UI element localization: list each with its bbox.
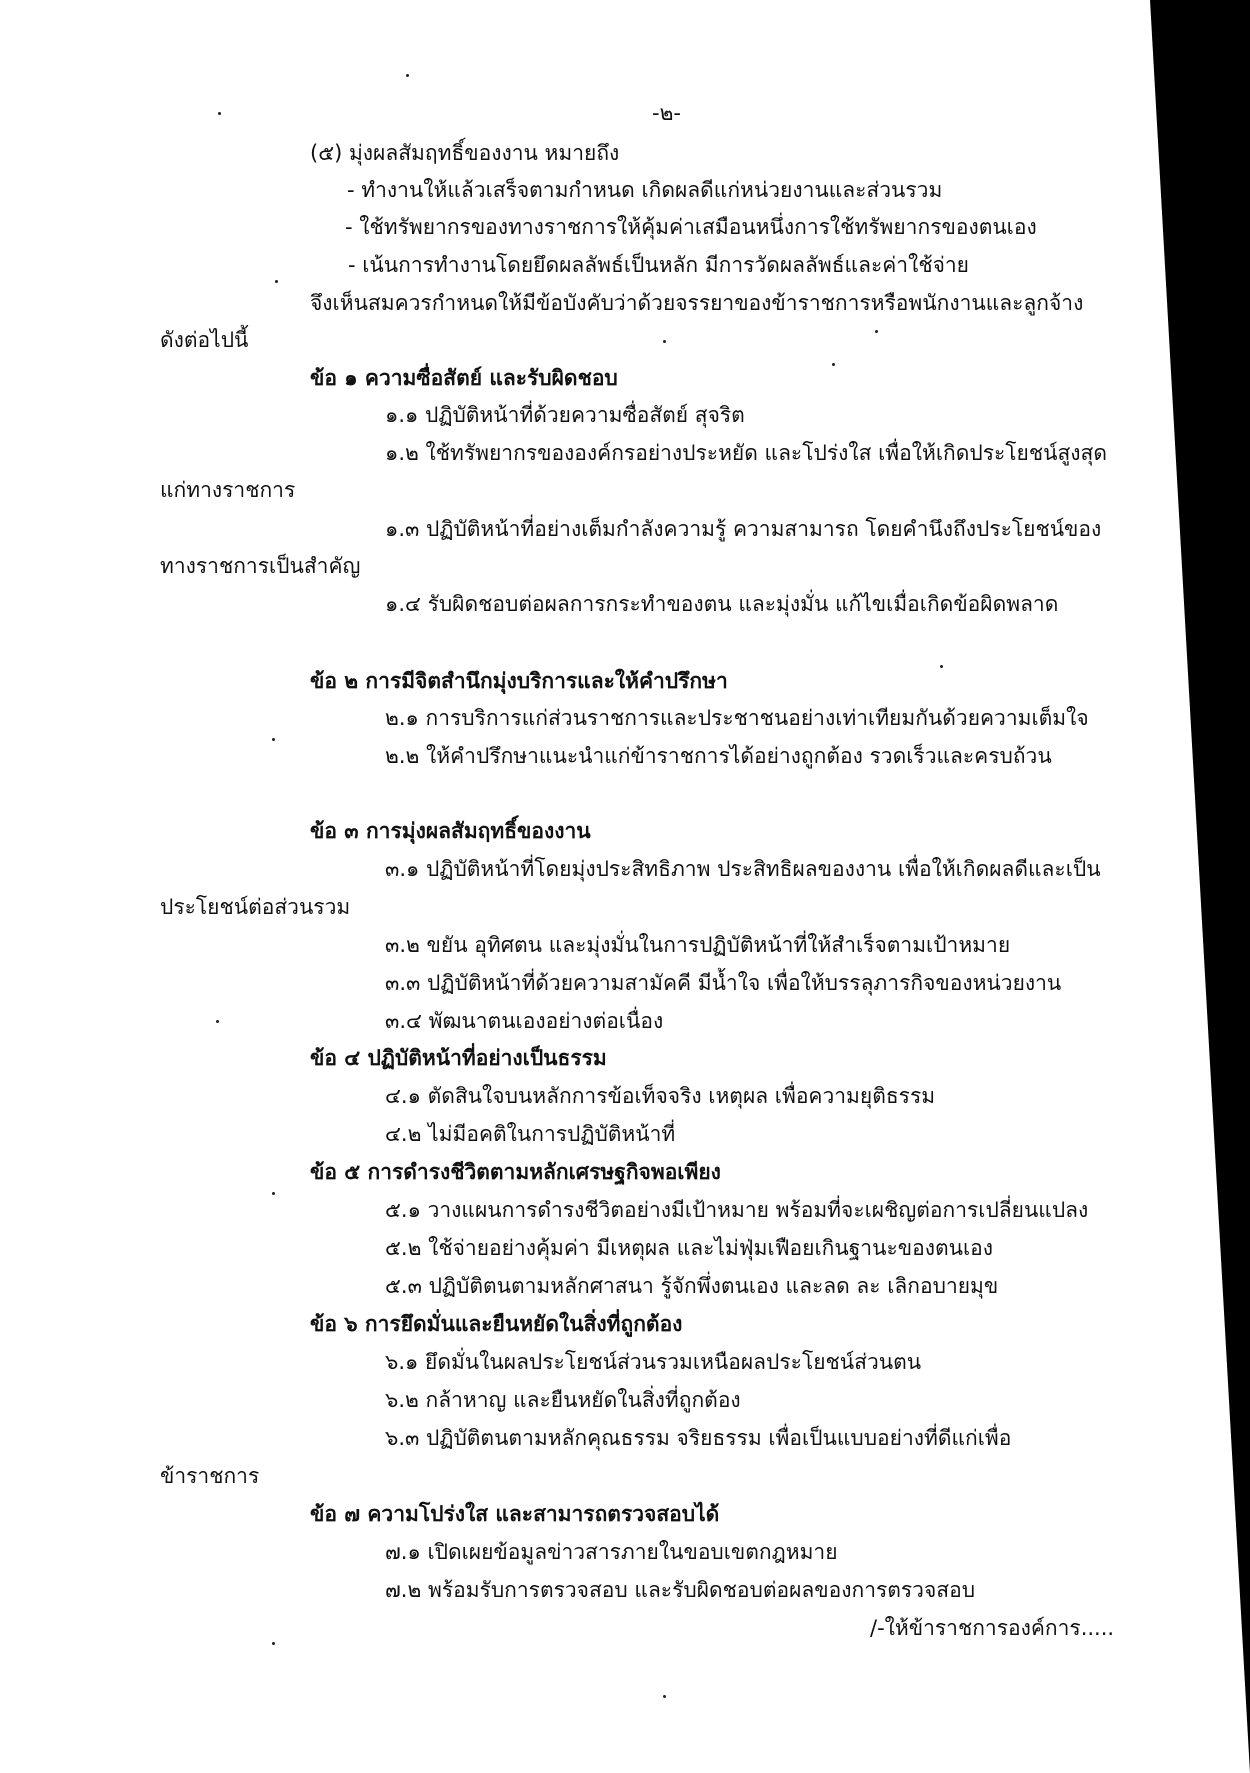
scan-speck (832, 363, 835, 366)
section-1-item-1: ๑.๑ ปฏิบัติหน้าที่ด้วยความซื่อสัตย์ สุจริต (385, 403, 745, 427)
section-2-item-2: ๒.๒ ให้คำปรึกษาแนะนำแก่ข้าราชการได้อย่างถูกต้อง รวดเร็วและครบถ้วน (385, 744, 1052, 768)
section-1-item-2: ๑.๒ ใช้ทรัพยากรขององค์กรอย่างประหยัด และโปร่งใส เพื่อให้เกิดประโยชน์สูงสุด (385, 441, 1107, 465)
scan-speck (406, 74, 409, 77)
scan-speck (875, 330, 878, 333)
section-5-item-1: ๕.๑ วางแผนการดำรงชีวิตอย่างมีเป้าหมาย พร้อมที่จะเผชิญต่อการเปลี่ยนแปลง (385, 1198, 1089, 1222)
scan-speck (272, 1642, 275, 1645)
section-1-item-3-cont: ทางราชการเป็นสำคัญ (160, 554, 361, 578)
scan-speck (663, 1695, 666, 1698)
scan-edge-shadow (1150, 0, 1250, 1773)
section-5-item-3: ๕.๓ ปฏิบัติตนตามหลักศาสนา รู้จักพึ่งตนเอง และลด ละ เลิกอบายมุข (385, 1274, 999, 1298)
scan-speck (940, 665, 943, 668)
intro-conclusion-cont: ดังต่อไปนี้ (160, 328, 249, 352)
intro-heading: (๕) มุ่งผลสัมฤทธิ์ของงาน หมายถึง (310, 141, 620, 165)
section-6-item-1: ๖.๑ ยึดมั่นในผลประโยชน์ส่วนรวมเหนือผลประโยชน์ส่วนตน (385, 1350, 922, 1374)
section-5-item-2: ๕.๒ ใช้จ่ายอย่างคุ้มค่า มีเหตุผล และไม่ฟุ่มเฟือยเกินฐานะของตนเอง (385, 1236, 993, 1260)
section-6-title: ข้อ ๖ การยึดมั่นและยืนหยัดในสิ่งที่ถูกต้อง (310, 1312, 683, 1336)
section-2-item-1: ๒.๑ การบริการแก่ส่วนราชการและประชาชนอย่างเท่าเทียมกันด้วยความเต็มใจ (385, 706, 1089, 730)
section-3-item-1-cont: ประโยชน์ต่อส่วนรวม (160, 895, 351, 919)
scan-speck (663, 340, 666, 343)
scan-speck (218, 112, 221, 115)
section-1-title: ข้อ ๑ ความซื่อสัตย์ และรับผิดชอบ (310, 366, 618, 390)
section-3-item-4: ๓.๔ พัฒนาตนเองอย่างต่อเนื่อง (385, 1009, 664, 1033)
scan-speck (272, 738, 275, 741)
scan-speck (216, 1020, 219, 1023)
intro-conclusion: จึงเห็นสมควรกำหนดให้มีข้อบังคับว่าด้วยจรรยาของข้าราชการหรือพนักงานและลูกจ้าง (310, 291, 1084, 315)
section-4-title: ข้อ ๔ ปฏิบัติหน้าที่อย่างเป็นธรรม (310, 1046, 607, 1070)
section-3-title: ข้อ ๓ การมุ่งผลสัมฤทธิ์ของงาน (310, 819, 591, 843)
section-6-item-3: ๖.๓ ปฏิบัติตนตามหลักคุณธรรม จริยธรรม เพื่อเป็นแบบอย่างที่ดีแก่เพื่อ (385, 1426, 1012, 1450)
section-7-title: ข้อ ๗ ความโปร่งใส และสามารถตรวจสอบได้ (310, 1502, 720, 1526)
section-1-item-3: ๑.๓ ปฏิบัติหน้าที่อย่างเต็มกำลังความรู้ ความสามารถ โดยคำนึงถึงประโยชน์ของ (385, 517, 1102, 541)
intro-bullet: - ทำงานให้แล้วเสร็จตามกำหนด เกิดผลดีแก่หน่วยงานและส่วนรวม (347, 178, 943, 202)
scan-speck (275, 280, 278, 283)
page-number: -๒- (652, 101, 681, 125)
section-7-item-2: ๗.๒ พร้อมรับการตรวจสอบ และรับผิดชอบต่อผลของการตรวจสอบ (385, 1578, 976, 1602)
section-5-title: ข้อ ๕ การดำรงชีวิตตามหลักเศรษฐกิจพอเพียง (310, 1160, 721, 1184)
section-6-item-3-cont: ข้าราชการ (160, 1464, 260, 1488)
section-2-title: ข้อ ๒ การมีจิตสำนึกมุ่งบริการและให้คำปรึกษา (310, 669, 728, 693)
section-3-item-1: ๓.๑ ปฏิบัติหน้าที่โดยมุ่งประสิทธิภาพ ประสิทธิผลของงาน เพื่อให้เกิดผลดีและเป็น (385, 857, 1101, 881)
intro-bullet: - ใช้ทรัพยากรของทางราชการให้คุ้มค่าเสมือนหนึ่งการใช้ทรัพยากรของตนเอง (345, 215, 1037, 239)
section-1-item-4: ๑.๔ รับผิดชอบต่อผลการกระทำของตน และมุ่งมั่น แก้ไขเมื่อเกิดข้อผิดพลาด (385, 592, 1059, 616)
continuation-note: /-ให้ข้าราชการองค์การ..... (870, 1616, 1115, 1640)
section-4-item-1: ๔.๑ ตัดสินใจบนหลักการข้อเท็จจริง เหตุผล เพื่อความยุติธรรม (385, 1084, 936, 1108)
section-1-item-2-cont: แก่ทางราชการ (160, 478, 296, 502)
section-3-item-3: ๓.๓ ปฏิบัติหน้าที่ด้วยความสามัคคี มีน้ำใจ เพื่อให้บรรลุภารกิจของหน่วยงาน (385, 971, 1062, 995)
section-6-item-2: ๖.๒ กล้าหาญ และยืนหยัดในสิ่งที่ถูกต้อง (385, 1388, 741, 1412)
scan-speck (272, 1192, 275, 1195)
intro-bullet: - เน้นการทำงานโดยยึดผลลัพธ์เป็นหลัก มีการวัดผลลัพธ์และค่าใช้จ่าย (348, 253, 969, 277)
section-4-item-2: ๔.๒ ไม่มีอคติในการปฏิบัติหน้าที่ (385, 1122, 676, 1146)
section-3-item-2: ๓.๒ ขยัน อุทิศตน และมุ่งมั่นในการปฏิบัติหน้าที่ให้สำเร็จตามเป้าหมาย (385, 933, 1011, 957)
section-7-item-1: ๗.๑ เปิดเผยข้อมูลข่าวสารภายในขอบเขตกฎหมาย (385, 1540, 838, 1564)
